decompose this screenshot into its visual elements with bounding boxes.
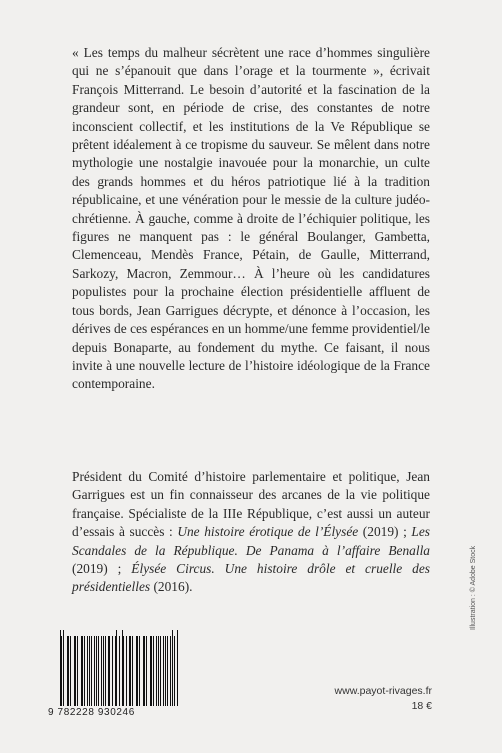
author-bio: [72, 468, 430, 597]
barcode-bar: [132, 636, 133, 706]
barcode-bar: [89, 636, 90, 706]
barcode-bar: [70, 636, 71, 706]
barcode-bar: [163, 636, 164, 706]
barcode: [60, 636, 178, 706]
barcode-bar: [109, 636, 110, 706]
bio-intro: Président du Comité d’histoire parlementaire et politique, Jean Garrigues est un fin connaisseur des arcanes de la vie politique française. Spécialiste de la IIIe République, c’est aussi un auteur d’essais à succès :: [72, 469, 430, 540]
price: 18 €: [411, 700, 432, 712]
publisher-website: www.payot-rivages.fr: [334, 685, 432, 697]
publisher-info: [335, 684, 432, 714]
illustration-credit: Illustration : © Adobe Stock: [470, 545, 477, 630]
isbn-number: 9 782228 930246: [48, 707, 135, 718]
bio-book-title: Les Scandales de la République. De Panama à l’affaire Benalla: [72, 524, 430, 558]
bio-year: (2019) ;: [72, 561, 132, 577]
bio-book-title: Élysée Circus. Une histoire drôle et cruelle des présidentielles: [72, 561, 431, 595]
bio-paragraph: [72, 468, 430, 597]
blurb-paragraph: « Les temps du malheur sécrètent une race d’hommes singulière qui ne s’épanouit que dans l’orage et la tourmente », écrivait François Mitterrand. Le besoin d’autorité et la fascination de la grandeur sont, en période de crise, des constantes de notre inconscient collectif, et les institutions de la Ve République se prêtent idéalement à ce tropisme du sauveur. Se mêlent dans notre mythologie une nostalgie inavouée pour la monarchie, un culte des grands hommes et du héros patriotique lié à la tradition républicaine, et une vénération pour le messie de la culture judéo-chrétienne. À gauche, comme à droite de l’échiquier politique, les figures ne manquent pas : le général Boulanger, Gambetta, Clemenceau, Mendès France, Pétain, de Gaulle, Mitterrand, Sarkozy, Macron, Zemmour… À l’heure où les candidatures populistes pour la prochaine élection présidentielle affluent de tous bords, Jean Garrigues décrypte, et dénonce à l’occasion, les dérives de ces espérances en un homme/une femme providentiel/le depuis Bonaparte, au fondement du mythe. Ce faisant, il nous invite à une nouvelle lecture de l’histoire idéologique de la France contemporaine.: [72, 45, 430, 392]
bio-book-title: Une histoire érotique de l’Élysée: [177, 524, 359, 540]
blurb-text: [72, 44, 430, 394]
barcode-block: [48, 636, 178, 718]
bio-year: (2019) ;: [358, 524, 412, 540]
bio-year: (2016).: [150, 579, 193, 595]
